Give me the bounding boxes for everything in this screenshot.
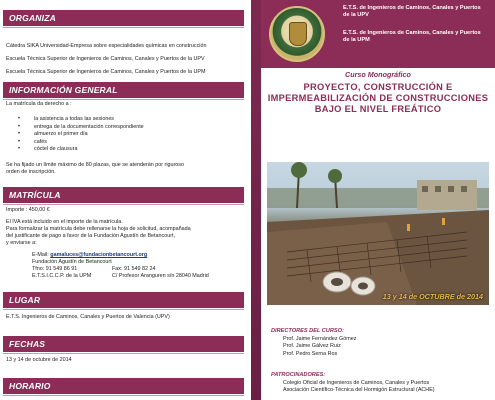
fechas-text: 13 y 14 de octubre de 2014 [6,357,72,363]
director-name: Prof. Jaime Fernández Gómez [283,336,357,342]
contact-row-2 [32,273,232,281]
director-name: Prof. Pedro Serna Ros [283,350,338,357]
info-intro: La matrícula da derecho a : [6,101,72,107]
fundacion-name: Fundación Agustín de Betancourt [32,259,112,265]
etsi-name: E.T.S.I.C.C.P. de la UPM [32,273,92,279]
institution-upv: E.T.S. de Ingenieros de Caminos, Canales y Puertos de la UPV [343,5,481,19]
organiza-line-1: Cátedra SIKA Universidad-Empresa sobre especialidades químicas en construcción [6,43,207,49]
course-subtitle: Curso Monográfico [345,70,411,79]
sponsor-name: Colegio Oficial de Ingenieros de Caminos, Canales y Puertos [283,380,430,386]
director-name: Prof. Jaime Gálvez Ruiz [283,343,341,350]
patrocinadores-heading: PATROCINADORES: [271,372,326,378]
section-header-lugar: LUGAR [3,292,244,308]
info-item: • almuerzo el primer día [6,131,144,139]
matricula-formalizar-1: Para formalizar la matrícula debe rellenarse la hoja de solicitud, acompañada [6,226,191,232]
section-header-informacion-general: INFORMACIÓN GENERAL [3,82,244,98]
matricula-formalizar-2: del justificante de pago a favor de la Fundación Agustín de Betancourt, [6,233,176,239]
info-list [6,116,144,154]
info-item: • cafés [6,139,144,147]
shield-icon [289,22,307,46]
info-item: • cóctel de clausura [6,146,144,154]
phone-number: Tfno: 91 549 86 91 [32,266,78,272]
construction-photo [267,162,489,305]
right-panel [261,0,495,400]
fold-divider [251,0,261,400]
section-header-matricula: MATRÍCULA [3,187,244,203]
section-header-horario: HORARIO [3,378,244,394]
matricula-formalizar-3: y enviarse a: [6,240,37,246]
email-label: E-Mail: [32,252,49,258]
section-header-fechas: FECHAS [3,336,244,352]
header-banner [261,0,495,68]
organiza-line-2: Escuela Técnica Superior de Ingenieros de Caminos, Canales y Puertos de la UPV [6,56,205,62]
info-note-1: Se ha fijado un límite máximo de 80 plazas, que se atenderán por riguroso [6,162,184,168]
directores-list [283,336,356,358]
matricula-importe: Importe : 450,00 € [6,207,50,213]
organiza-line-3: Escuela Técnica Superior de Ingenieros de Caminos, Canales y Puertos de la UPM [6,69,206,75]
directores-heading: DIRECTORES DEL CURSO: [271,328,344,334]
institution-upm: E.T.S. de Ingenieros de Caminos, Canales y Puertos de la UPM [343,30,481,44]
patrocinadores-list [283,380,435,395]
section-header-organiza: ORGANIZA [3,10,244,26]
university-seal-icon [269,6,325,62]
address: C/ Profesor Aranguren s/n 28040 Madrid [112,273,209,279]
info-note-2: orden de inscripción. [6,169,56,175]
sponsor-name: Asociación Científico-Técnica del Hormigón Estructural (ACHE) [283,387,435,394]
lugar-text: E.T.S. Ingenieros de Caminos, Canales y Puertos de Valencia (UPV) [6,314,170,320]
course-title: PROYECTO, CONSTRUCCIÓN E IMPERMEABILIZACIÓN DE CONSTRUCCIONES BAJO EL NIVEL FREÁTICO [267,82,489,114]
construction-photo-image [267,162,489,305]
info-item: • entrega de la documentación correspondiente [6,124,144,132]
course-date: 13 y 14 de OCTUBRE de 2014 [382,292,483,301]
matricula-iva: El IVA está incluido en el importe de la matrícula. [6,219,123,225]
info-item: • la asistencia a todas las sesiones [6,116,144,124]
fax-number: Fax: 91 549 82 24 [112,266,156,272]
email-link[interactable]: gamaluces@fundacionbetancourt.org [50,252,148,258]
